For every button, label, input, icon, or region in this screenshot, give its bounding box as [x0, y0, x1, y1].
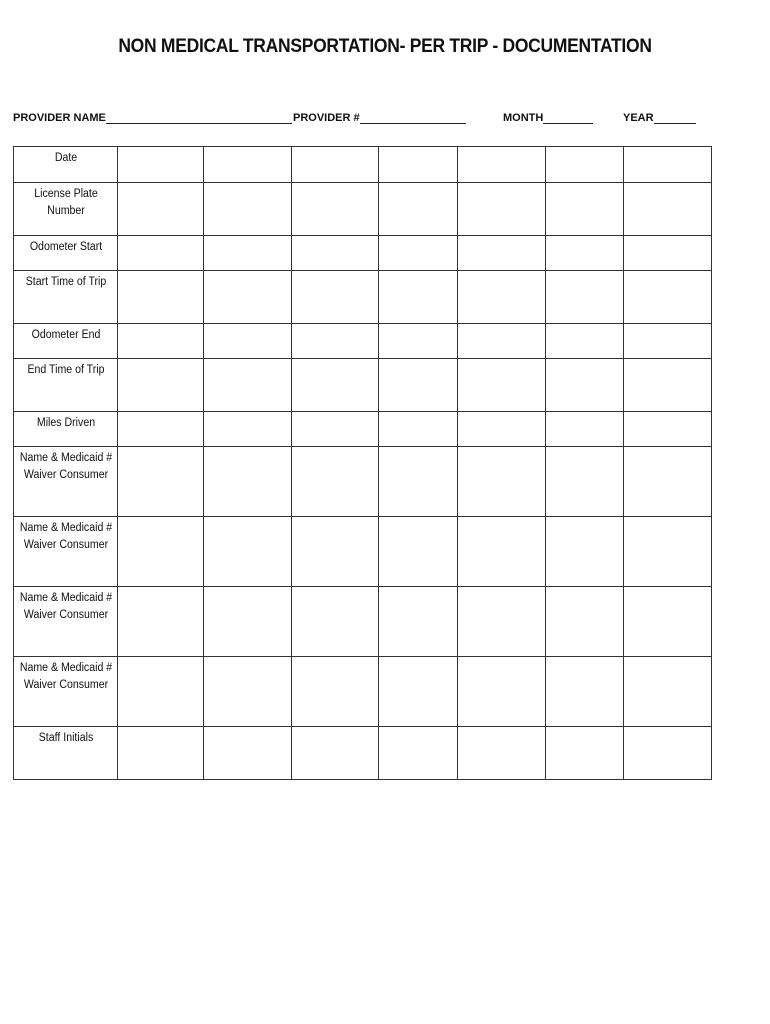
row-label	[18, 236, 114, 271]
table-row	[14, 657, 712, 727]
year-blank[interactable]	[654, 111, 696, 124]
entry-cell[interactable]	[379, 447, 458, 517]
entry-cell[interactable]	[624, 359, 712, 412]
entry-cell[interactable]	[624, 587, 712, 657]
entry-cell[interactable]	[292, 517, 379, 587]
table-row	[14, 727, 712, 780]
row-label-line: Miles Driven	[36, 417, 95, 429]
table-row	[14, 324, 712, 359]
table-row	[14, 271, 712, 324]
entry-cell[interactable]	[118, 727, 204, 780]
entry-cell[interactable]	[292, 324, 379, 359]
entry-cell[interactable]	[292, 412, 379, 447]
provider-number-blank[interactable]	[360, 111, 466, 124]
year-field[interactable]	[623, 111, 696, 127]
entry-cell[interactable]	[546, 657, 624, 727]
entry-cell[interactable]	[118, 587, 204, 657]
entry-cell[interactable]	[546, 324, 624, 359]
entry-cell[interactable]	[624, 324, 712, 359]
entry-cell[interactable]	[624, 657, 712, 727]
row-label-line: Name & Medicaid #	[19, 662, 112, 674]
row-label	[18, 447, 114, 517]
entry-cell[interactable]	[546, 271, 624, 324]
entry-cell[interactable]	[458, 147, 546, 183]
entry-cell[interactable]	[458, 727, 546, 780]
entry-cell[interactable]	[118, 359, 204, 412]
entry-cell[interactable]	[204, 183, 292, 236]
row-label	[18, 657, 114, 727]
row-label-line: Name & Medicaid #	[19, 452, 112, 464]
entry-cell[interactable]	[458, 447, 546, 517]
row-label-line: Name & Medicaid #	[19, 522, 112, 534]
table-row	[14, 359, 712, 412]
entry-cell[interactable]	[118, 147, 204, 183]
entry-cell[interactable]	[379, 271, 458, 324]
month-field[interactable]	[503, 111, 593, 127]
row-label	[18, 727, 114, 780]
entry-cell[interactable]	[118, 236, 204, 271]
row-label	[18, 412, 114, 447]
row-label-line: Waiver Consumer	[23, 539, 108, 551]
entry-cell[interactable]	[458, 359, 546, 412]
entry-cell[interactable]	[292, 447, 379, 517]
entry-cell[interactable]	[546, 359, 624, 412]
entry-cell[interactable]	[204, 324, 292, 359]
entry-cell[interactable]	[379, 324, 458, 359]
entry-cell[interactable]	[546, 236, 624, 271]
row-label	[18, 147, 114, 183]
table-row	[14, 236, 712, 271]
entry-cell[interactable]	[204, 412, 292, 447]
table-row	[14, 587, 712, 657]
row-label-line: Name & Medicaid #	[19, 592, 112, 604]
entry-cell[interactable]	[292, 183, 379, 236]
entry-cell[interactable]	[379, 657, 458, 727]
entry-cell[interactable]	[292, 657, 379, 727]
entry-cell[interactable]	[624, 183, 712, 236]
row-label-line: Waiver Consumer	[23, 609, 108, 621]
entry-cell[interactable]	[458, 183, 546, 236]
row-label-line: Odometer Start	[29, 241, 102, 253]
entry-cell[interactable]	[292, 587, 379, 657]
row-label-line: License Plate	[33, 188, 98, 200]
entry-cell[interactable]	[379, 517, 458, 587]
entry-cell[interactable]	[624, 147, 712, 183]
entry-cell[interactable]	[624, 271, 712, 324]
form-title: NON MEDICAL TRANSPORTATION- PER TRIP - DOCUMENTATION	[118, 36, 652, 57]
entry-cell[interactable]	[379, 587, 458, 657]
row-label-line: Odometer End	[31, 329, 100, 341]
entry-cell[interactable]	[204, 587, 292, 657]
entry-cell[interactable]	[546, 447, 624, 517]
entry-cell[interactable]	[204, 236, 292, 271]
entry-cell[interactable]	[379, 412, 458, 447]
entry-cell[interactable]	[292, 271, 379, 324]
row-label	[18, 183, 114, 236]
row-label	[18, 324, 114, 359]
entry-cell[interactable]	[458, 412, 546, 447]
entry-cell[interactable]	[379, 727, 458, 780]
row-label	[18, 587, 114, 657]
row-label-line: Number	[46, 205, 85, 217]
entry-cell[interactable]	[118, 183, 204, 236]
entry-cell[interactable]	[458, 657, 546, 727]
table-row	[14, 412, 712, 447]
row-label	[18, 359, 114, 412]
month-label: MONTH	[503, 112, 544, 124]
entry-cell[interactable]	[204, 517, 292, 587]
provider-name-blank[interactable]	[106, 111, 292, 124]
entry-cell[interactable]	[624, 727, 712, 780]
entry-cell[interactable]	[546, 727, 624, 780]
entry-cell[interactable]	[204, 359, 292, 412]
entry-cell[interactable]	[546, 183, 624, 236]
entry-cell[interactable]	[204, 271, 292, 324]
entry-cell[interactable]	[118, 271, 204, 324]
entry-cell[interactable]	[204, 727, 292, 780]
table-row	[14, 447, 712, 517]
row-label-line: Staff Initials	[38, 732, 93, 744]
entry-cell[interactable]	[118, 657, 204, 727]
entry-cell[interactable]	[292, 236, 379, 271]
entry-cell[interactable]	[546, 587, 624, 657]
entry-cell[interactable]	[624, 236, 712, 271]
entry-cell[interactable]	[379, 236, 458, 271]
entry-cell[interactable]	[458, 236, 546, 271]
entry-cell[interactable]	[118, 517, 204, 587]
row-label-line: End Time of Trip	[26, 364, 105, 376]
row-label-line: Start Time of Trip	[25, 276, 106, 288]
entry-cell[interactable]	[118, 447, 204, 517]
entry-cell[interactable]	[204, 447, 292, 517]
entry-cell[interactable]	[379, 147, 458, 183]
entry-cell[interactable]	[292, 147, 379, 183]
entry-cell[interactable]	[458, 587, 546, 657]
entry-cell[interactable]	[204, 657, 292, 727]
table-row	[14, 183, 712, 236]
table-row	[14, 517, 712, 587]
provider-number-field[interactable]	[293, 111, 466, 127]
month-blank[interactable]	[543, 111, 593, 124]
entry-cell[interactable]	[546, 517, 624, 587]
provider-number-label: PROVIDER #	[293, 112, 360, 124]
row-label-line: Waiver Consumer	[23, 679, 108, 691]
entry-cell[interactable]	[379, 183, 458, 236]
entry-cell[interactable]	[379, 359, 458, 412]
entry-cell[interactable]	[546, 147, 624, 183]
entry-cell[interactable]	[292, 727, 379, 780]
row-label	[18, 271, 114, 324]
entry-cell[interactable]	[624, 447, 712, 517]
provider-name-label: PROVIDER NAME	[13, 112, 106, 124]
entry-cell[interactable]	[118, 412, 204, 447]
entry-cell[interactable]	[458, 324, 546, 359]
entry-cell[interactable]	[118, 324, 204, 359]
row-label	[18, 517, 114, 587]
entry-cell[interactable]	[292, 359, 379, 412]
provider-name-field[interactable]	[13, 111, 292, 127]
entry-cell[interactable]	[458, 517, 546, 587]
entry-cell[interactable]	[546, 412, 624, 447]
row-label-line: Waiver Consumer	[23, 469, 108, 481]
year-label: YEAR	[623, 112, 654, 124]
table-row	[14, 147, 712, 183]
trip-log-table	[13, 146, 712, 780]
entry-cell[interactable]	[204, 147, 292, 183]
entry-cell[interactable]	[458, 271, 546, 324]
entry-cell[interactable]	[624, 517, 712, 587]
row-label-line: Date	[54, 152, 77, 164]
entry-cell[interactable]	[624, 412, 712, 447]
